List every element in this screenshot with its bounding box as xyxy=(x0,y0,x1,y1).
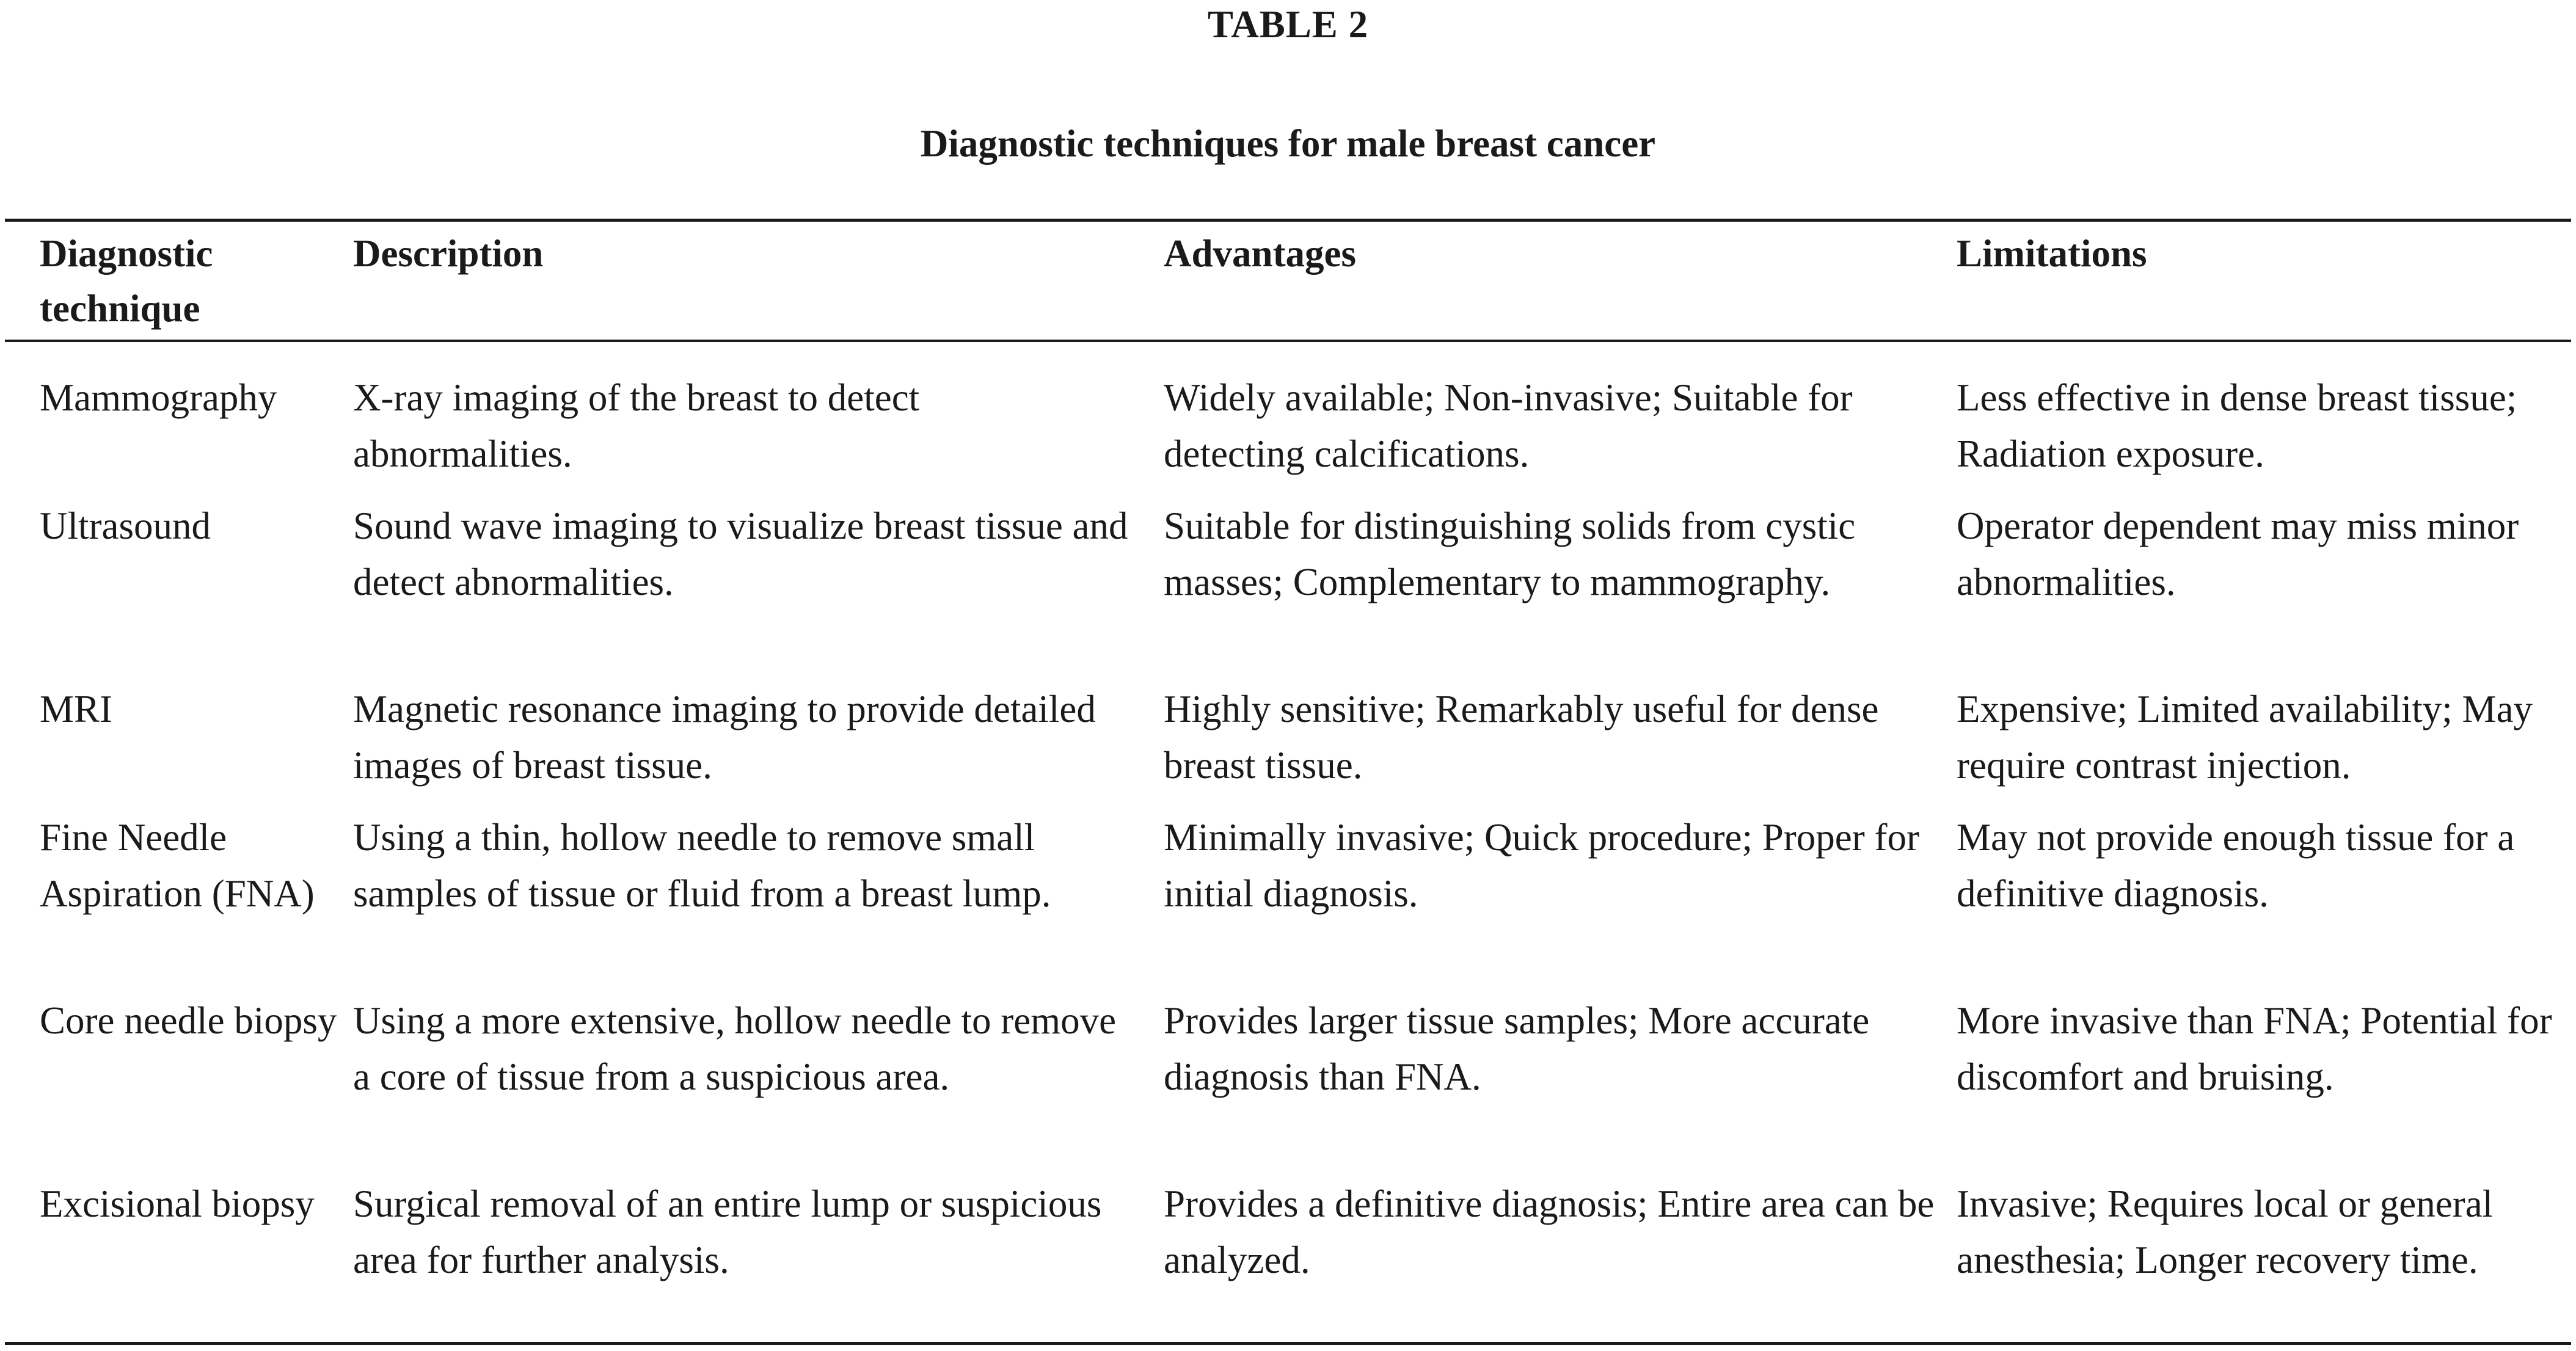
header-description: Description xyxy=(353,232,544,275)
limitations-cell: More invasive than FNA; Potential for discomfort and bruising. xyxy=(1957,999,2552,1098)
technique-cell: Excisional biopsy xyxy=(40,1182,315,1225)
description-cell: Surgical removal of an entire lump or suspicious area for further analysis. xyxy=(353,1182,1102,1281)
advantages-cell: Minimally invasive; Quick procedure; Proper for initial diagnosis. xyxy=(1164,816,1919,915)
table-label: TABLE 2 xyxy=(1207,3,1369,46)
header-limitations: Limitations xyxy=(1957,232,2147,275)
description-cell: Sound wave imaging to visualize breast tissue and detect abnormalities. xyxy=(353,504,1128,603)
header-rule xyxy=(5,340,2571,342)
limitations-cell: Invasive; Requires local or general anesthesia; Longer recovery time. xyxy=(1957,1182,2494,1281)
advantages-cell: Highly sensitive; Remarkably useful for dense breast tissue. xyxy=(1164,688,1879,787)
description-cell: Magnetic resonance imaging to provide detailed images of breast tissue. xyxy=(353,688,1096,787)
limitations-cell: Less effective in dense breast tissue; Radiation exposure. xyxy=(1957,376,2517,475)
table-header-row xyxy=(0,226,2576,336)
advantages-cell: Suitable for distinguishing solids from cystic masses; Complementary to mammography. xyxy=(1164,504,1856,603)
limitations-cell: May not provide enough tissue for a definitive diagnosis. xyxy=(1957,816,2515,915)
technique-cell: Ultrasound xyxy=(40,504,211,547)
advantages-cell: Widely available; Non-invasive; Suitable for detecting calcifications. xyxy=(1164,376,1853,475)
advantages-cell: Provides larger tissue samples; More accurate diagnosis than FNA. xyxy=(1164,999,1870,1098)
technique-cell: Mammography xyxy=(40,376,277,419)
technique-cell: MRI xyxy=(40,688,113,730)
top-rule xyxy=(5,219,2571,222)
technique-cell: Fine Needle Aspiration (FNA) xyxy=(40,816,315,915)
advantages-cell: Provides a definitive diagnosis; Entire area can be analyzed. xyxy=(1164,1182,1935,1281)
description-cell: Using a more extensive, hollow needle to remove a core of tissue from a suspicious area. xyxy=(353,999,1117,1098)
header-diagnostic-technique: Diagnostic technique xyxy=(40,232,213,330)
description-cell: Using a thin, hollow needle to remove small samples of tissue or fluid from a breast lump. xyxy=(353,816,1051,915)
description-cell: X-ray imaging of the breast to detect abnormalities. xyxy=(353,376,920,475)
header-advantages: Advantages xyxy=(1164,232,1357,275)
bottom-rule xyxy=(5,1342,2571,1345)
limitations-cell: Expensive; Limited availability; May require contrast injection. xyxy=(1957,688,2533,787)
limitations-cell: Operator dependent may miss minor abnormalities. xyxy=(1957,504,2519,603)
table-title: Diagnostic techniques for male breast cancer xyxy=(920,122,1656,165)
technique-cell: Core needle biopsy xyxy=(40,999,337,1042)
